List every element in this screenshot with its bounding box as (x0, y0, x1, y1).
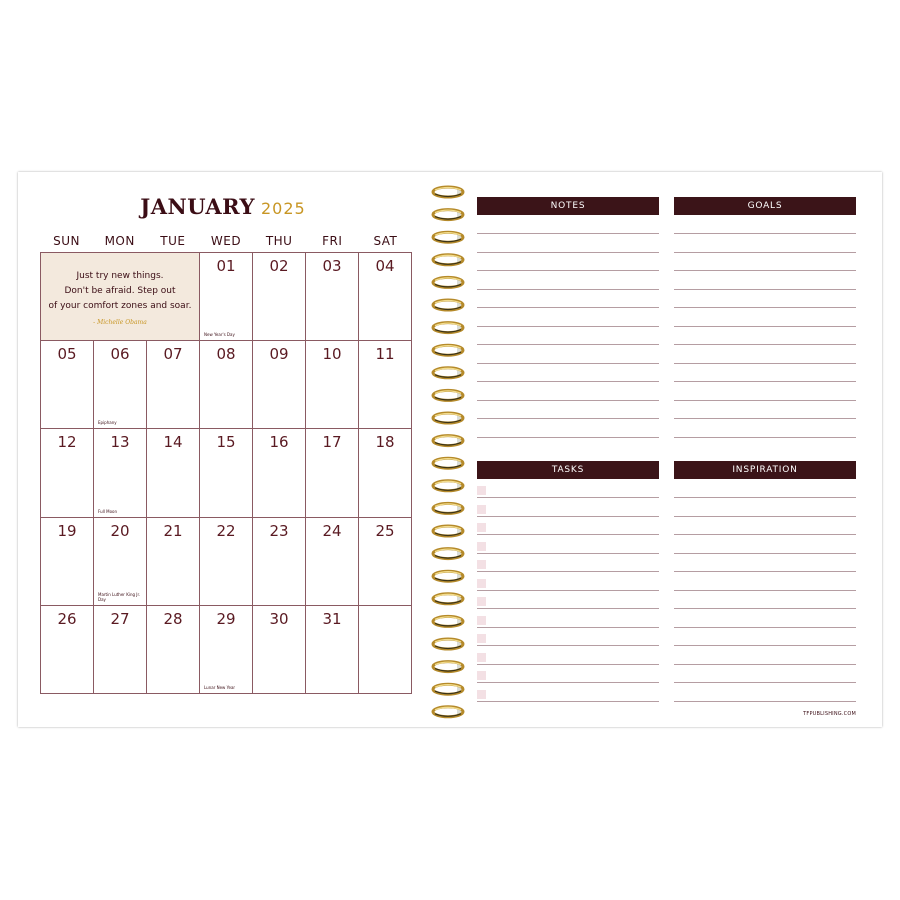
task-checkbox[interactable] (477, 486, 486, 495)
weekday-sun: SUN (53, 234, 81, 248)
task-checkbox[interactable] (477, 542, 486, 551)
day-number: 05 (57, 345, 77, 364)
calendar-page (18, 172, 428, 727)
ruled-line (674, 418, 856, 419)
day-cell[interactable] (359, 606, 412, 694)
day-cell[interactable] (200, 518, 253, 606)
day-number: 03 (322, 257, 342, 275)
day-cell[interactable] (41, 606, 94, 694)
day-number: 21 (163, 521, 183, 540)
day-cell[interactable] (94, 429, 147, 517)
ruled-line (674, 381, 856, 382)
ruled-line (674, 534, 856, 535)
ruled-line (477, 497, 659, 498)
weekday-thu: THU (265, 234, 293, 248)
holiday-label: Epiphany (98, 420, 117, 426)
ruled-line (477, 627, 659, 628)
day-cell[interactable] (306, 341, 359, 429)
tasks-lines[interactable] (477, 497, 659, 709)
day-number: 28 (163, 609, 183, 628)
inspiration-header: INSPIRATION (674, 461, 856, 479)
day-cell[interactable] (306, 518, 359, 606)
day-cell[interactable] (306, 429, 359, 517)
day-number: 04 (375, 257, 395, 275)
day-number: 08 (216, 345, 236, 364)
ruled-line (674, 590, 856, 591)
day-number: 19 (57, 521, 77, 540)
day-cell[interactable] (200, 341, 253, 429)
day-number: 17 (322, 433, 342, 452)
day-cell[interactable] (41, 429, 94, 517)
quote-line: Just try new things. (76, 271, 164, 281)
task-checkbox[interactable] (477, 579, 486, 588)
day-cell[interactable] (359, 341, 412, 429)
day-number: 25 (375, 521, 395, 540)
day-number: 26 (57, 609, 77, 628)
holiday-label: Full Moon (98, 508, 117, 514)
ruled-line (477, 437, 659, 438)
notes-page (454, 172, 882, 727)
day-cell[interactable] (253, 606, 306, 694)
day-number: 10 (322, 345, 342, 364)
day-number: 16 (269, 433, 289, 452)
ruled-line (674, 553, 856, 554)
ruled-line (674, 233, 856, 234)
month-title (18, 194, 428, 219)
day-number: 02 (269, 257, 289, 275)
day-number: 30 (269, 609, 289, 628)
ruled-line (477, 252, 659, 253)
task-checkbox[interactable] (477, 597, 486, 606)
day-cell[interactable] (306, 606, 359, 694)
day-number: 23 (269, 521, 289, 540)
month-name: JANUARY (140, 194, 255, 219)
weekday-sat: SAT (373, 234, 398, 248)
weekday-header (40, 234, 412, 248)
day-cell[interactable] (41, 341, 94, 429)
ruled-line (674, 289, 856, 290)
ruled-line (477, 381, 659, 382)
task-checkbox[interactable] (477, 690, 486, 699)
quote-box (41, 253, 200, 341)
weekday-tue: TUE (160, 234, 186, 248)
ruled-line (477, 233, 659, 234)
ruled-line (674, 326, 856, 327)
task-checkbox[interactable] (477, 634, 486, 643)
ruled-line (477, 270, 659, 271)
notes-lines[interactable] (477, 233, 659, 441)
day-number: 13 (110, 433, 130, 452)
day-cell[interactable] (253, 429, 306, 517)
ruled-line (674, 270, 856, 271)
day-cell[interactable] (253, 341, 306, 429)
day-number: 18 (375, 433, 395, 452)
weekday-wed: WED (210, 234, 242, 248)
ruled-line (674, 344, 856, 345)
day-cell[interactable] (94, 606, 147, 694)
day-cell[interactable] (147, 429, 200, 517)
holiday-label: New Year's Day (204, 332, 235, 338)
day-cell[interactable] (94, 341, 147, 429)
inspiration-lines[interactable] (674, 497, 856, 709)
day-cell[interactable] (253, 518, 306, 606)
day-number: 06 (110, 345, 130, 364)
day-cell[interactable] (253, 253, 306, 341)
ruled-line (477, 682, 659, 683)
quote-line: Don't be afraid. Step out (64, 286, 176, 296)
day-number: 27 (110, 609, 130, 628)
ruled-line (477, 664, 659, 665)
task-checkbox[interactable] (477, 653, 486, 662)
ruled-line (477, 534, 659, 535)
day-cell[interactable] (94, 518, 147, 606)
ruled-line (674, 645, 856, 646)
task-checkbox[interactable] (477, 671, 486, 680)
day-cell[interactable] (147, 518, 200, 606)
task-checkbox[interactable] (477, 560, 486, 569)
day-number: 15 (216, 433, 236, 452)
quote-text (41, 269, 199, 314)
ruled-line (674, 252, 856, 253)
day-number: 31 (322, 609, 342, 628)
ruled-line (477, 344, 659, 345)
ruled-line (477, 645, 659, 646)
ruled-line (674, 682, 856, 683)
month-year: 2025 (260, 199, 306, 218)
ruled-line (674, 437, 856, 438)
day-cell[interactable] (359, 518, 412, 606)
ruled-line (477, 590, 659, 591)
quote-author: - Michelle Obama (93, 319, 147, 326)
weekday-fri: FRI (322, 234, 343, 248)
ruled-line (674, 363, 856, 364)
day-number: 01 (216, 257, 236, 275)
ruled-line (477, 608, 659, 609)
day-number: 29 (216, 609, 236, 628)
day-cell[interactable] (200, 606, 253, 694)
ruled-line (674, 627, 856, 628)
ruled-line (477, 307, 659, 308)
day-number: 14 (163, 433, 183, 452)
day-cell[interactable] (306, 253, 359, 341)
day-cell[interactable] (359, 253, 412, 341)
ruled-line (477, 571, 659, 572)
task-checkbox[interactable] (477, 616, 486, 625)
day-cell[interactable] (200, 253, 253, 341)
tasks-header: TASKS (477, 461, 659, 479)
goals-lines[interactable] (674, 233, 856, 441)
day-number: 11 (375, 345, 395, 364)
notes-header: NOTES (477, 197, 659, 215)
footer-url: TFPUBLISHING.COM (803, 711, 856, 717)
day-cell[interactable] (359, 429, 412, 517)
day-number: 07 (163, 345, 183, 364)
day-number: 12 (57, 433, 77, 452)
ruled-line (477, 553, 659, 554)
day-number: 20 (110, 521, 130, 540)
day-number: 09 (269, 345, 289, 364)
ruled-line (477, 289, 659, 290)
ruled-line (477, 516, 659, 517)
ruled-line (674, 608, 856, 609)
ruled-line (674, 400, 856, 401)
day-cell[interactable] (147, 606, 200, 694)
day-number: 22 (216, 521, 236, 540)
goals-header: GOALS (674, 197, 856, 215)
ruled-line (674, 497, 856, 498)
ruled-line (477, 418, 659, 419)
ruled-line (674, 307, 856, 308)
weekday-mon: MON (104, 234, 135, 248)
ruled-line (674, 701, 856, 702)
ruled-line (477, 701, 659, 702)
ruled-line (674, 664, 856, 665)
ruled-line (477, 326, 659, 327)
calendar-grid (40, 252, 412, 694)
ruled-line (674, 516, 856, 517)
holiday-label: Martin Luther King Jr. Day (98, 591, 141, 602)
holiday-label: Lunar New Year (204, 684, 236, 690)
day-cell[interactable] (200, 429, 253, 517)
ruled-line (477, 400, 659, 401)
task-checkbox[interactable] (477, 523, 486, 532)
planner-spread (18, 172, 882, 727)
day-number: 24 (322, 521, 342, 540)
day-cell[interactable] (41, 518, 94, 606)
quote-line: of your comfort zones and soar. (48, 301, 192, 311)
task-checkbox[interactable] (477, 505, 486, 514)
ruled-line (477, 363, 659, 364)
ruled-line (674, 571, 856, 572)
day-cell[interactable] (147, 341, 200, 429)
